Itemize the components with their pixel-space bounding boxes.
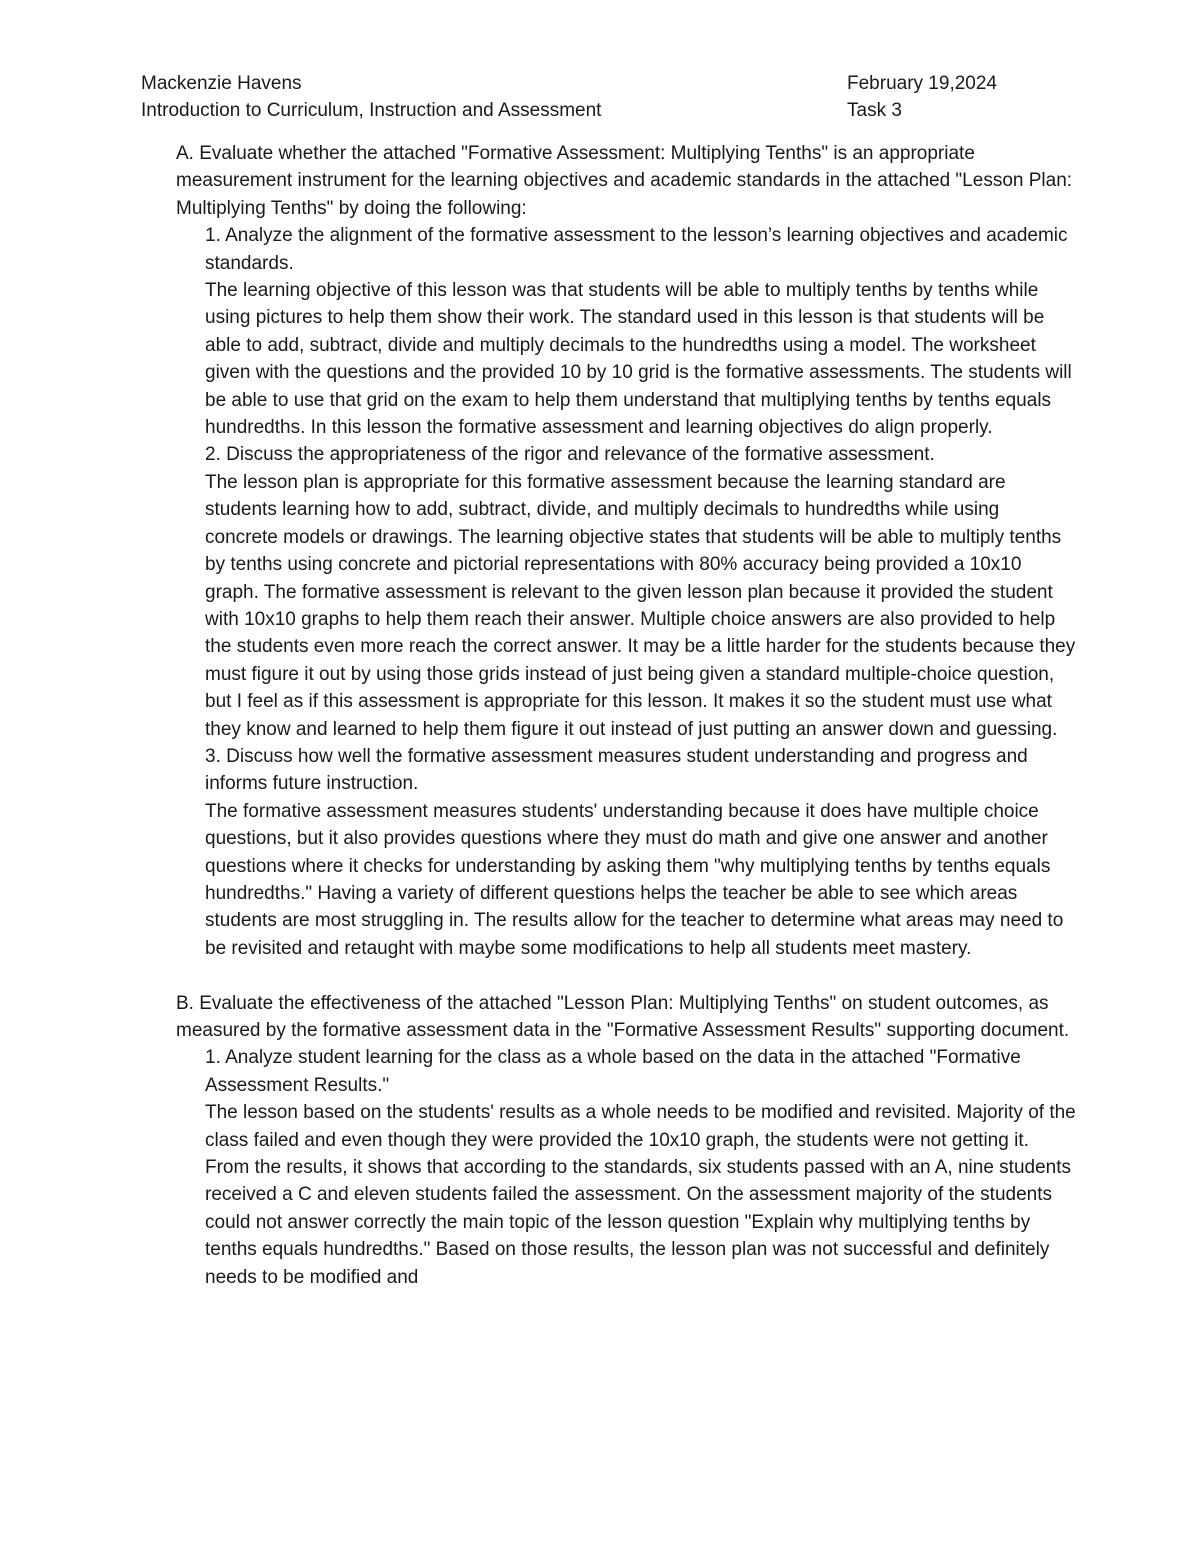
section-a-item-2-prompt: 2. Discuss the appropriateness of the rigor and relevance of the formative assessment. <box>205 444 935 466</box>
section-a-items <box>205 222 1076 962</box>
document-header <box>141 70 1071 125</box>
header-row-1 <box>141 70 1071 97</box>
section-a-item-3-answer: The formative assessment measures students' understanding because it does have multiple choice questions, but it also provides questions where they must do math and give one answer and another questions where it checks for understanding by asking them "why multiplying tenths by tenths equals hundredths." Having a variety of different questions helps the teacher be able to see which areas students are most struggling in. The results allow for the teacher to determine what areas may need to be revisited and retaught with maybe some modifications to help all students meet mastery. <box>205 800 1064 959</box>
section-a-item-1-prompt: 1. Analyze the alignment of the formative assessment to the lesson’s learning objectives and academic standards. <box>205 225 1068 274</box>
task-label: Task 3 <box>847 100 902 122</box>
section-b-item-1-answer: The lesson based on the students' results as a whole needs to be modified and revisited. Majority of the class failed and even though they were provided the 10x10 graph, the students were not getting it. From the results, it shows that according to the standards, six students passed with an A, nine students received a C and eleven students failed the assessment. On the assessment majority of the students could not answer correctly the main topic of the lesson question "Explain why multiplying tenths by tenths equals hundredths." Based on those results, the lesson plan was not successful and definitely needs to be modified and <box>205 1102 1076 1288</box>
document-date: February 19,2024 <box>847 73 997 94</box>
section-spacer <box>176 962 1076 989</box>
section-b-items <box>205 1044 1076 1291</box>
course-title: Introduction to Curriculum, Instruction and Assessment <box>141 100 602 122</box>
section-b <box>176 990 1076 1291</box>
section-a-prompt: A. Evaluate whether the attached "Formative Assessment: Multiplying Tenths" is an appropriate measurement instrument for the learning objectives and academic standards in the attached "Lesson Plan: Multiplying Tenths" by doing the following: <box>176 143 1073 219</box>
header-row-2 <box>141 97 1071 124</box>
section-a-item-3-prompt: 3. Discuss how well the formative assessment measures student understanding and progress and informs future instruction. <box>205 745 1028 795</box>
section-b-prompt: B. Evaluate the effectiveness of the attached "Lesson Plan: Multiplying Tenths" on student outcomes, as measured by the formative assessment data in the "Formative Assessment Results" supporting document. <box>176 992 1070 1041</box>
section-a <box>176 140 1076 962</box>
section-a-item-2-answer: The lesson plan is appropriate for this formative assessment because the learning standard are students learning how to add, subtract, divide, and multiply decimals to hundredths while using concrete models or drawings. The learning objective states that students will be able to multiply tenths by tenths using concrete and pictorial representations with 80% accuracy being provided a 10x10 graph. The formative assessment is relevant to the given lesson plan because it provided the student with 10x10 graphs to help them reach their answer. Multiple choice answers are also provided to help the students even more reach the correct answer. It may be a little harder for the students because they must figure it out by using those grids instead of just being given a standard multiple-choice question, but I feel as if this assessment is appropriate for this lesson. It makes it so the student must use what they know and learned to help them figure it out instead of just putting an answer down and guessing. <box>205 471 1076 740</box>
author-name: Mackenzie Havens <box>141 73 302 94</box>
document-body <box>176 140 1076 1291</box>
section-b-item-1-prompt: 1. Analyze student learning for the class as a whole based on the data in the attached "Formative Assessment Results." <box>205 1047 1021 1096</box>
section-a-item-1-answer: The learning objective of this lesson was that students will be able to multiply tenths by tenths while using pictures to help them show their work. The standard used in this lesson is that students will be able to add, subtract, divide and multiply decimals to the hundredths using a model. The worksheet given with the questions and the provided 10 by 10 grid is the formative assessments. The students will be able to use that grid on the exam to help them understand that multiplying tenths by tenths equals hundredths. In this lesson the formative assessment and learning objectives do align properly. <box>205 280 1072 439</box>
